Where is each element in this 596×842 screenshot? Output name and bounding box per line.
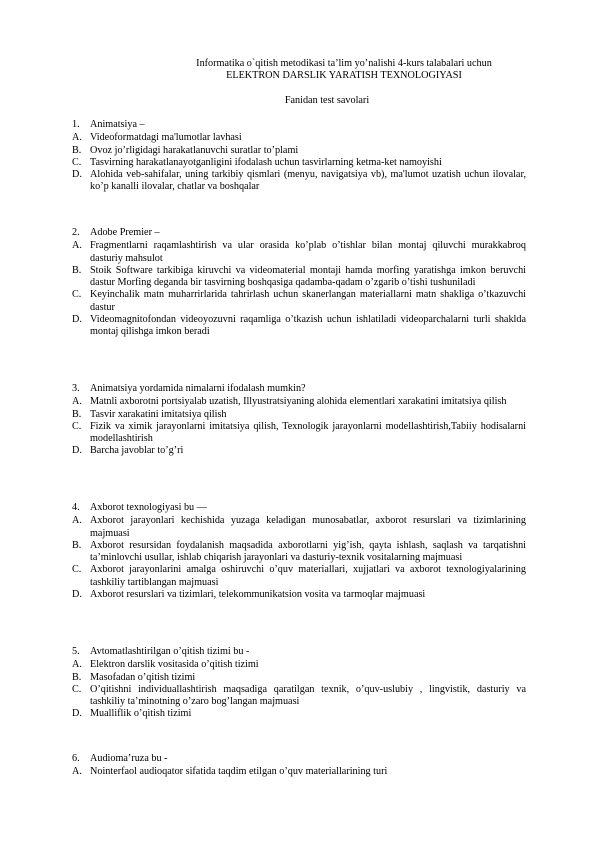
question-2 bbox=[72, 227, 526, 339]
question-number: 5. bbox=[72, 646, 80, 657]
option-label: B. bbox=[72, 408, 82, 420]
option-label: A. bbox=[72, 132, 82, 144]
option-text: Masofadan o’qitish tizimi bbox=[90, 671, 196, 683]
option-label: A. bbox=[72, 396, 82, 408]
answer-option bbox=[72, 766, 526, 778]
option-label: C. bbox=[72, 420, 82, 432]
option-text: Mualliflik o’qitish tizimi bbox=[90, 708, 192, 720]
answer-option bbox=[72, 589, 526, 601]
question-5 bbox=[72, 646, 526, 721]
question-number: 2. bbox=[72, 227, 80, 238]
option-text: Alohida veb-sahifalar, uning tarkibiy qismlari (menyu, navigatsiya vb), ma'lumot uzatish uchun ilovalar, ko’p kanalli ilovalar, chatlar va boshqalar bbox=[90, 169, 526, 193]
answer-option bbox=[72, 132, 526, 144]
option-text: Barcha javoblar to’g’ri bbox=[90, 445, 184, 457]
answer-option bbox=[72, 396, 526, 408]
question-text: Avtomatlashtirilgan o’qitish tizimi bu - bbox=[90, 646, 250, 657]
option-text: O’qitishni individuallashtirish maqsadiga qaratilgan texnik, o’quv-uslubiy , lingvistik, dasturiy va tashkiliy ta’minotning o’zaro bog’langan majmuasi bbox=[90, 683, 526, 708]
option-label: D. bbox=[72, 169, 82, 181]
answer-option bbox=[72, 421, 526, 446]
option-label: D. bbox=[72, 589, 82, 601]
option-text: Nointerfaol audioqator sifatida taqdim etilgan o’quv materiallarining turi bbox=[90, 766, 388, 778]
answer-option bbox=[72, 659, 526, 671]
question-stem bbox=[72, 227, 526, 239]
header-test-title: Fanidan test savolari bbox=[284, 95, 370, 106]
question-text: Adobe Premier – bbox=[90, 227, 160, 238]
question-number: 6. bbox=[72, 753, 80, 764]
answer-option bbox=[72, 515, 526, 540]
answer-option bbox=[72, 169, 526, 194]
header-course-line: Informatika o`qitish metodikasi ta’lim yo’nalishi 4-kurs talabalari uchun bbox=[196, 58, 492, 69]
option-label: C. bbox=[72, 564, 82, 576]
option-label: B. bbox=[72, 671, 82, 683]
answer-option bbox=[72, 684, 526, 709]
answer-option bbox=[72, 289, 526, 314]
header-subject-title: ELEKTRON DARSLIK YARATISH TEXNOLOGIYASI bbox=[226, 70, 462, 81]
option-label: A. bbox=[72, 659, 82, 671]
option-text: Axborot jarayonlari kechishida yuzaga keladigan munosabatlar, axborot resurslari va tizimlarining majmuasi bbox=[90, 515, 526, 539]
answer-option bbox=[72, 145, 526, 157]
option-label: B. bbox=[72, 144, 82, 156]
question-number: 3. bbox=[72, 383, 80, 394]
question-text: Animatsiya – bbox=[90, 119, 145, 130]
option-text: Fragmentlarni raqamlashtirish va ular orasida ko’plab o’tishlar bilan montaj qiluvchi murakkabroq dasturiy mahsulot bbox=[90, 240, 526, 264]
option-label: B. bbox=[72, 264, 82, 276]
question-number: 1. bbox=[72, 119, 80, 130]
answer-option bbox=[72, 157, 526, 169]
option-label: D. bbox=[72, 708, 82, 720]
question-4 bbox=[72, 502, 526, 601]
question-stem bbox=[72, 383, 526, 395]
option-label: B. bbox=[72, 539, 82, 551]
answer-option bbox=[72, 314, 526, 339]
option-label: C. bbox=[72, 156, 82, 168]
option-text: Keyinchalik matn muharrirlarida tahrirlash uchun skanerlangan materiallarni matn shakliga o’tkazuvchi dastur bbox=[90, 289, 526, 313]
answer-option bbox=[72, 708, 526, 720]
question-stem bbox=[72, 646, 526, 658]
answer-option bbox=[72, 240, 526, 265]
question-text: Axborot texnologiyasi bu — bbox=[90, 502, 207, 513]
option-label: C. bbox=[72, 289, 82, 301]
option-label: A. bbox=[72, 766, 82, 778]
option-label: D. bbox=[72, 314, 82, 326]
option-text: Ovoz jo’rligidagi harakatlanuvchi suratlar to’plami bbox=[90, 144, 299, 156]
answer-option bbox=[72, 409, 526, 421]
question-stem bbox=[72, 753, 526, 765]
answer-option bbox=[72, 265, 526, 290]
question-text: Animatsiya yordamida nimalarni ifodalash mumkin? bbox=[90, 383, 306, 394]
answer-option bbox=[72, 540, 526, 565]
option-text: Axborot jarayonlarini amalga oshiruvchi o’quv materiallari, xujjatlari va axborot texnologiyalarining tashkiliy tartiblangan majmuasi bbox=[90, 564, 526, 588]
option-text: Axborot resurslari va tizimlari, telekommunikatsion vosita va tarmoqlar majmuasi bbox=[90, 589, 426, 601]
option-text: Videoformatdagi ma'lumotlar lavhasi bbox=[90, 132, 242, 144]
question-6 bbox=[72, 753, 526, 779]
option-text: Fizik va ximik jarayonlarni imitatsiya qilish, Texnologik jarayonlarni modellashtirish,Tabiiy hodisalarni modellashtirish bbox=[90, 420, 526, 445]
answer-option bbox=[72, 445, 526, 457]
option-label: D. bbox=[72, 445, 82, 457]
question-1 bbox=[72, 119, 526, 194]
question-text: Audioma’ruza bu - bbox=[90, 753, 168, 764]
question-3 bbox=[72, 383, 526, 458]
option-label: A. bbox=[72, 240, 82, 252]
option-label: A. bbox=[72, 515, 82, 527]
question-number: 4. bbox=[72, 502, 80, 513]
question-stem bbox=[72, 502, 526, 514]
option-label: C. bbox=[72, 683, 82, 695]
option-text: Elektron darslik vositasida o’qitish tizimi bbox=[90, 659, 259, 671]
option-text: Tasvirning harakatlanayotganligini ifodalash uchun tasvirlarning ketma-ket namoyishi bbox=[90, 156, 442, 168]
question-stem bbox=[72, 119, 526, 131]
option-text: Stoik Software tarkibiga kiruvchi va videomaterial montaji hamda morfing yaratishga imkon beruvchi dastur Morfing deganda bir tasvirning boshqasiga qadamba-qadam o’zgarib o’tishi tushuniladi bbox=[90, 264, 526, 289]
option-text: Videomagnitofondan videoyozuvni raqamliga o’tkazish uchun ishlatiladi videoparchalarni turli shaklda montaj qilishga imkon beradi bbox=[90, 314, 526, 338]
option-text: Matnli axborotni portsiyalab uzatish, Illyustratsiyaning alohida elementlari xarakatini imitatsiya qilish bbox=[90, 396, 507, 408]
option-text: Axborot resursidan foydalanish maqsadida axborotlarni yig’ish, qayta ishlash, saqlash va tarqatishni ta’minlovchi usullar, ishlab chiqarish jarayonlari va dasturiy-texnik vositalarning majmuasi bbox=[90, 539, 526, 564]
answer-option bbox=[72, 564, 526, 589]
answer-option bbox=[72, 672, 526, 684]
option-text: Tasvir xarakatini imitatsiya qilish bbox=[90, 408, 227, 420]
